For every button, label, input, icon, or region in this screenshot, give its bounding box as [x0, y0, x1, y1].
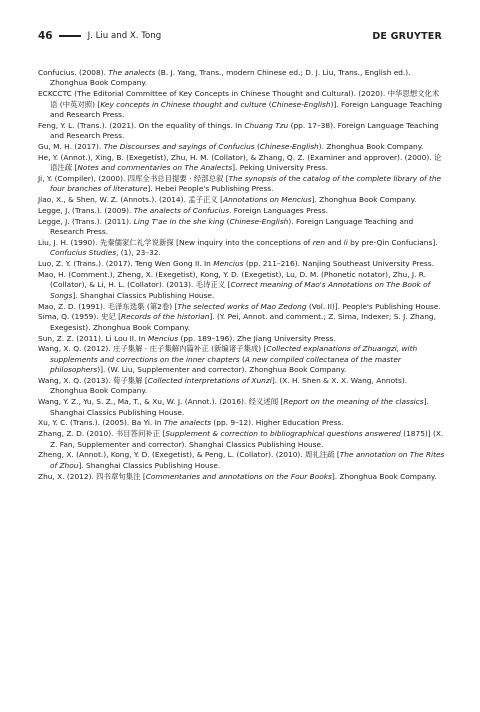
reference-entry — [38, 174, 446, 195]
reference-text: Feng, Y. L. (Trans.). (2021). On the equality of things. In — [38, 120, 245, 130]
reference-text: ). Zhonghua Book Company. — [318, 141, 424, 151]
reference-entry — [38, 121, 446, 142]
reference-text: )]. Foreign Language Teaching and Research Press. — [50, 99, 443, 119]
reference-title-text: Chuang Tzu — [244, 120, 289, 130]
reference-title-text: li — [343, 238, 348, 247]
reference-entry — [38, 68, 446, 89]
reference-title-text: The analects — [108, 68, 156, 77]
reference-text: ( — [254, 141, 260, 151]
reference-title-text: Chinese-English — [259, 141, 319, 151]
reference-entry — [38, 450, 446, 471]
reference-entry — [38, 418, 446, 428]
reference-text: Liu, J. H. (1990). 先秦儒家仁礼学说新探 [New inquiry into the conceptions of — [38, 238, 313, 247]
reference-text: )]. (W. Liu, Supplementer and corrector). Zhonghua Book Company. — [97, 365, 347, 375]
header-rule — [59, 35, 81, 37]
reference-title-text: The selected works of Mao Zedong — [177, 301, 307, 311]
reference-text: Wang, X. Q. (2013). 荀子集解 [ — [38, 375, 148, 385]
reference-title-text: Notes and commentaries on The Analects — [77, 163, 233, 173]
reference-title-text: ren — [312, 238, 326, 247]
reference-title-text: Report on the meaning of the classics — [283, 397, 424, 407]
reference-text: Mao, Z. D. (1991). 毛泽东选集 (第2卷) [ — [38, 301, 178, 311]
reference-title-text: Chinese-English — [229, 216, 289, 226]
reference-entry — [38, 89, 446, 120]
reference-text: ( — [266, 99, 272, 109]
reference-list — [38, 68, 446, 482]
reference-title-text: Records of the historian — [120, 312, 210, 322]
reference-entry — [38, 344, 446, 375]
reference-title-text: The annotation on The Rites of Zhou — [50, 450, 445, 470]
reference-text: Confucius. (2008). — [38, 68, 109, 77]
reference-title-text: Correct meaning of Mao's Annotations on The Book of Songs — [50, 280, 431, 300]
reference-entry — [38, 259, 446, 269]
reference-text: ]. Hebei People's Publishing Press. — [147, 184, 274, 194]
reference-entry — [38, 472, 446, 482]
reference-entry — [38, 376, 446, 397]
reference-text: ]. Zhonghua Book Company. — [311, 195, 417, 205]
reference-entry — [38, 195, 446, 205]
reference-title-text: Supplement & correction to bibliographical questions answered — [165, 429, 401, 439]
reference-entry — [38, 206, 446, 216]
reference-title-text: Confucius Studies — [50, 248, 117, 258]
reference-title-text: Key concepts in Chinese thought and culture — [100, 99, 267, 109]
reference-text: ]. Zhonghua Book Company. — [331, 471, 437, 481]
reference-text: and — [325, 238, 344, 247]
reference-entry — [38, 334, 446, 344]
reference-entry — [38, 302, 446, 312]
reference-entry — [38, 397, 446, 418]
reference-text: ]. Shanghai Classics Publishing House. — [50, 397, 429, 417]
reference-text: Wang, Y. Z., Yu, S. Z., Ma, T., & Xu, W. J. (Annot.). (2016). 经义述闻 [ — [38, 397, 284, 407]
reference-text: ECKCCTC (The Editorial Committee of Key Concepts in Chinese Thought and Cultural). (2020). 中华思想文化术语 (中英对照) [ — [38, 89, 440, 109]
reference-text: (B. J. Yang, Trans., modern Chinese ed.; D. J. Liu, Trans., English ed.). Zhonghua Book Company. — [50, 68, 411, 88]
reference-text: ]. (Y. Pei, Annot. and comment.; Z. Sima, Indexer; S. J. Zhang, Exegesist). Zhonghua Book Company. — [50, 312, 436, 332]
reference-text: (1875)] (X. Z. Fan, Supplementer and corrector). Shanghai Classics Publishing House. — [50, 429, 444, 449]
reference-text: ]. Shanghai Classics Publishing House. — [78, 460, 221, 470]
reference-title-text: Annotations on Mencius — [223, 195, 312, 205]
reference-entry — [38, 270, 446, 301]
reference-title-text: The synopsis of the catalog of the complete library of the four branches of literature — [50, 173, 442, 194]
reference-text: Sun, Z. Z. (2011). Li Lou II. In — [38, 333, 148, 343]
reference-title-text: A new compiled collectanea of the master philosophers — [50, 354, 401, 375]
reference-entry — [38, 312, 446, 333]
reference-text: Wang, X. Q. (2012). 庄子集解 · 庄子集解内篇补正 (新编诸子集成) [ — [38, 344, 267, 354]
reference-text: . Foreign Languages Press. — [229, 205, 328, 215]
reference-title-text: Commentaries and annotations on the Four Books — [145, 471, 332, 481]
reference-entry — [38, 217, 446, 238]
reference-text: , (1), 23–32. — [116, 248, 161, 258]
reference-text: ( — [239, 354, 245, 364]
reference-text: Legge, J. (Trans.). (2011). — [38, 216, 134, 226]
reference-text: by pre-Qin Confucians]. — [347, 238, 438, 247]
reference-title-text: Mencius — [213, 259, 244, 269]
reference-title-text: Collected interpretations of Xunzi — [147, 375, 272, 385]
reference-text: He, Y. (Annot.), Xing, B. (Exegetist), Zhu, H. M. (Collator), & Zhang, Q. Z. (Examiner and approver). (2000). 论语注疏 [ — [38, 152, 442, 173]
reference-text: ]. (X. H. Shen & X. X. Wang, Annots). Zhonghua Book Company. — [50, 375, 408, 396]
reference-text: Ji, Y. (Compiler), (2000). 四库全书总目提要 · 经部总叙 [ — [38, 173, 229, 183]
reference-title-text: The Discourses and sayings of Confucius — [103, 141, 255, 151]
reference-text: ). Foreign Language Teaching and Research Press. — [50, 216, 414, 237]
reference-text: Legge, J. (Trans.). (2009). — [38, 205, 134, 215]
page-number: 46 — [38, 30, 53, 42]
reference-text: (pp. 17–38). Foreign Language Teaching and Research Press. — [50, 120, 439, 141]
reference-title-text: Mencius — [147, 333, 179, 343]
running-head — [38, 28, 442, 44]
publisher-logo: DE GRUYTER — [372, 30, 442, 42]
reference-text: Luo, Z. Y. (Trans.). (2017). Teng Wen Gong II. In — [38, 259, 214, 269]
reference-title-text: Chinese-English — [271, 99, 331, 109]
reference-text: (pp. 9–12). Higher Education Press. — [211, 418, 344, 428]
reference-text: Zhang, Z. D. (2010). 书目答问补正 [ — [38, 429, 166, 439]
reference-text: (pp. 189–196). Zhe Jiang University Press. — [178, 333, 336, 343]
reference-text: (Vol. II)]. People's Publishing House. — [306, 301, 441, 311]
running-head-authors: J. Liu and X. Tong — [87, 31, 162, 41]
reference-text: Sima, Q. (1959). 史记 [ — [38, 312, 121, 322]
reference-title-text: Collected explanations of Zhuangzi, with supplements and corrections on the inner chapters — [50, 344, 418, 364]
reference-title-text: Ling T'ae in the she king — [133, 216, 225, 226]
reference-text: Zhu, X. (2012). 四书章句集注 [ — [38, 471, 146, 481]
reference-text: ]. Peking University Press. — [232, 163, 328, 173]
reference-text: ( — [224, 216, 230, 226]
reference-text: Gu, M. H. (2017). — [38, 141, 104, 151]
reference-entry — [38, 142, 446, 152]
reference-text: Mao, H. (Comment.), Zheng, X. (Exegetist), Kong, Y. D. (Exegetist), Lu, D. M. (Phonetic notator), Zhu, J. R. (Collator), & Li, H. L. (Collator). (2013). 毛诗正义 [ — [38, 270, 426, 290]
reference-entry — [38, 153, 446, 174]
reference-text: Jiao, X., & Shen, W. Z. (Annots.). (2014). 孟子正义 [ — [38, 195, 224, 205]
reference-text: Zheng, X. (Annot.), Kong, Y. D. (Exegetist), & Peng, L. (Collator). (2010). 周礼注疏 [ — [38, 450, 340, 460]
reference-title-text: The analects — [163, 418, 212, 428]
reference-text: (pp. 211–216). Nanjing Southeast University Press. — [243, 259, 434, 269]
reference-text: ]. Shanghai Classics Publishing House. — [72, 290, 215, 300]
reference-entry — [38, 238, 446, 259]
reference-text: Xu, Y. C. (Trans.). (2005). Ba Yi. In — [38, 418, 164, 428]
reference-title-text: The analects of Confucius — [133, 205, 230, 215]
reference-entry — [38, 429, 446, 450]
